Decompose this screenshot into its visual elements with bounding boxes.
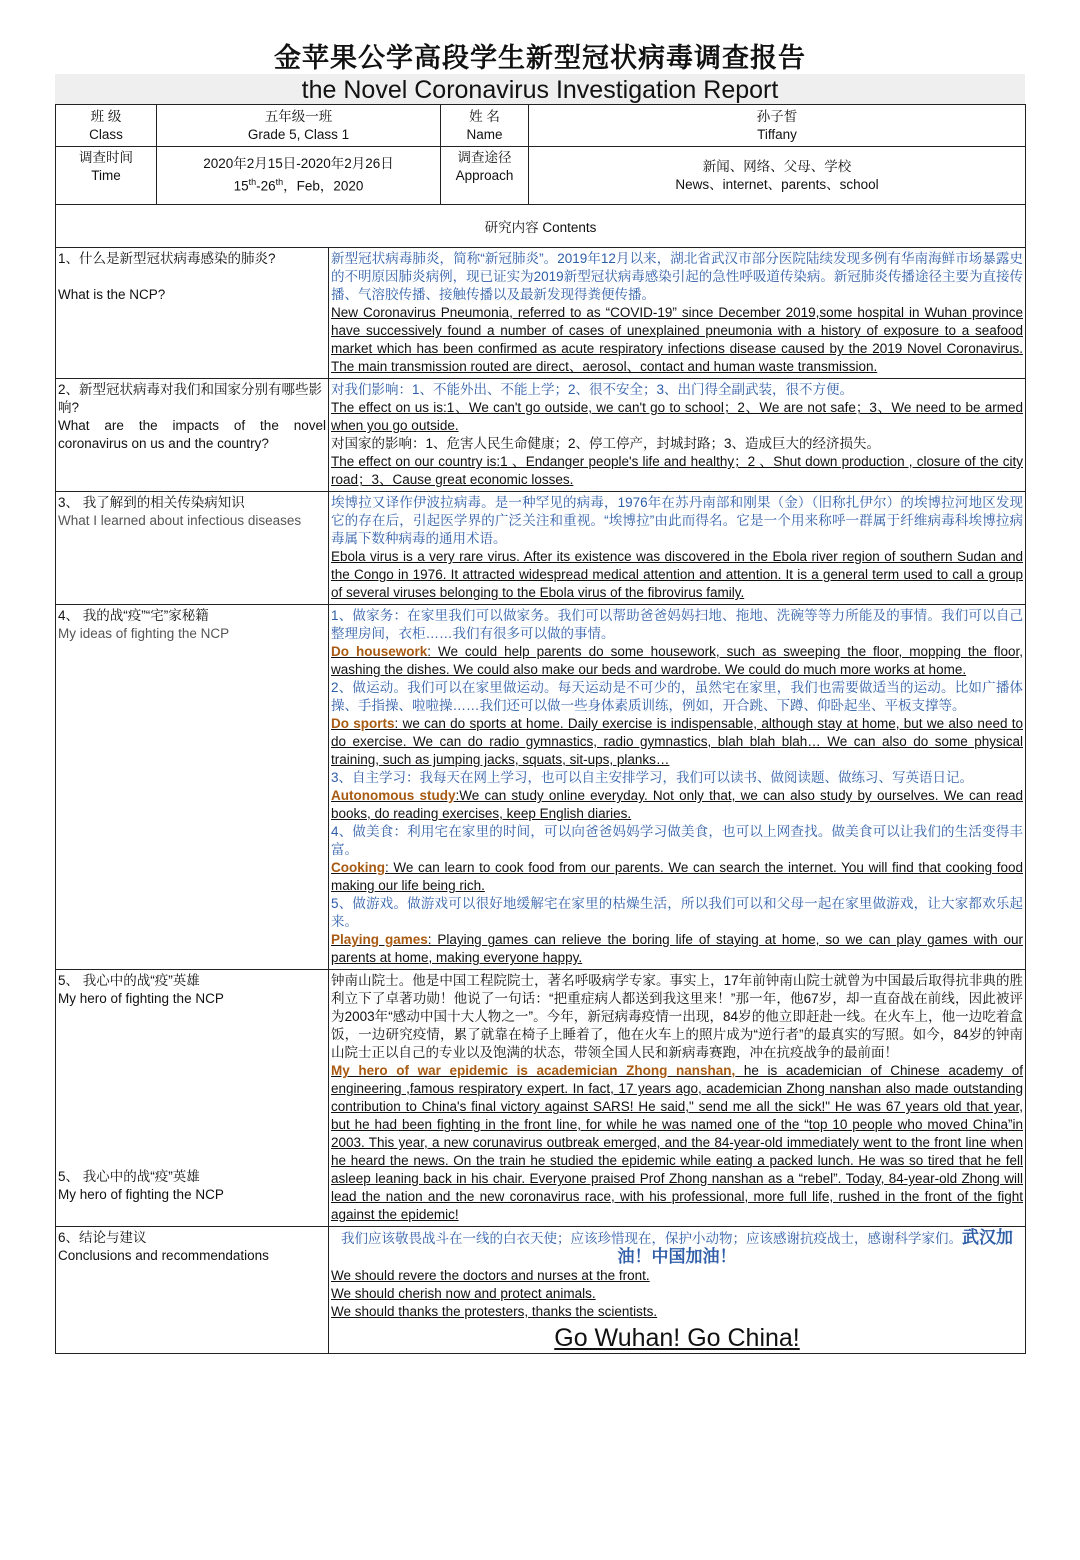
name-label-cn: 姓 名 xyxy=(469,108,500,124)
name-value-cell xyxy=(529,105,1026,147)
approach-value-cell xyxy=(529,147,1026,205)
idea-2-cn: 2、做运动。我们可以在家里做运动。每天运动是不可少的，虽然宅在家里，我们也需要做适当的运动。比如广播体操、手指操、啦啦操……我们还可以做一些身体素质训练，例如，开合跳、下蹲、仰卧起坐、平板支撑等。 xyxy=(331,680,1024,713)
section-4-q-cn: 4、 我的战“疫”“宅”家秘籍 xyxy=(58,608,209,623)
time-en-sup1: th xyxy=(248,177,257,188)
idea-2-en xyxy=(331,715,1023,769)
slogan: Go Wuhan! Go China! xyxy=(554,1324,800,1352)
idea-1-en xyxy=(331,643,1023,679)
section-4-answer xyxy=(329,605,1026,970)
section-4-q-en: My ideas of fighting the NCP xyxy=(58,626,230,641)
section-3-question xyxy=(56,492,329,605)
class-value-cn: 五年级一班 xyxy=(264,108,333,124)
section-5-a-key: My hero of war epidemic is academician Zhong nanshan, xyxy=(331,1063,736,1078)
section-2-answer xyxy=(329,379,1026,492)
name-value-cn: 孙子皙 xyxy=(756,108,798,124)
section-6-a-cn-text: 我们应该敬畏战斗在一线的白衣天使；应该珍惜现在，保护小动物；应该感谢抗疫战士，感谢科学家们。 xyxy=(341,1231,962,1246)
section-1-a-en: New Coronavirus Pneumonia, referred to as “COVID-19” since December 2019,some hospital in Wuhan province have successively found a number of cases of unexplained pneumonia with a history of exposure to a seafood market which has been confirmed as acute respiratory infections disease caused by the 2019 Novel Coronavirus. The main transmission routed are direct、aerosol、contact and human waste transmission. xyxy=(331,305,1024,374)
time-label-cell xyxy=(56,147,157,205)
idea-1-key: Do housework xyxy=(331,644,428,659)
info-row-time xyxy=(56,147,1026,205)
section-1-q-en: What is the NCP? xyxy=(58,287,166,302)
idea-4-text: : We can learn to cook food from our parents. We can search the internet. You will find that cooking food making our life being rich. xyxy=(331,860,1024,893)
name-label-en: Name xyxy=(466,126,503,142)
section-5-a-text: he is academician of Chinese academy of engineering ,famous respiratory expert. In fact, 17 years ago, academician Zhong nanshan also made outstanding contribution to China's final victory against SARS! He said," send me all the sick!" He was 67 years old that year, but he had been fighting in the front line, for while he was named one of the “top 10 people who moved China”in 2003. This year, a new corunavirus outbreak emerged, and the 84-year-old immediately went to the front line when he heard the news. On the train he studied the epidemic while eating a packed lunch. He was so tired that he fell asleep leaning back in his chair. Everyone praised Prof Zhong nanshan as a “rebel”. Today, 84-year-old Zhong will lead the nation and the new coronavirus race, with his professional, more full life, rushed in the front of the fight against the epidemic! xyxy=(331,1063,1024,1222)
section-2-a-cn1: 对我们影响：1、不能外出、不能上学；2、很不安全；3、出门得全副武装，很不方便。 xyxy=(331,382,854,397)
section-6-a-cn xyxy=(331,1229,1023,1267)
section-6-row xyxy=(56,1227,1026,1354)
idea-2-key: Do sports xyxy=(331,716,395,731)
report-table xyxy=(55,104,1026,1354)
report-title-cn: 金苹果公学高段学生新型冠状病毒调查报告 xyxy=(274,43,806,74)
section-6-question xyxy=(56,1227,329,1354)
approach-value-cn: 新闻、网络、父母、学校 xyxy=(702,158,852,174)
approach-value-en: News、internet、parents、school xyxy=(675,176,879,192)
section-6-a-cn-big: 武汉加油！中国加油！ xyxy=(617,1228,1013,1266)
section-2-a-en2: The effect on our country is:1 、Endanger people's life and healthy；2 、Shut down production , closure of the city road；3、Cause great economic losses. xyxy=(331,454,1024,487)
section-3-q-en: What I learned about infectious diseases xyxy=(58,513,302,528)
idea-5-text: : Playing games can relieve the boring life of staying at home, so we can play games with our parents at home, making everyone happy. xyxy=(331,932,1024,965)
section-6-q-en: Conclusions and recommendations xyxy=(58,1248,269,1263)
section-4-row xyxy=(56,605,1026,970)
section-1-question xyxy=(56,248,329,379)
section-3-q-cn: 3、 我了解到的相关传染病知识 xyxy=(58,495,245,510)
section-6-a-en2: We should cherish now and protect animals. xyxy=(331,1286,596,1301)
section-3-row xyxy=(56,492,1026,605)
idea-5-en xyxy=(331,931,1023,967)
section-5-q-cn: 5、 我心中的战“疫”英雄 xyxy=(58,973,200,988)
approach-label-cn: 调查途径 xyxy=(457,150,512,165)
section-6-q-cn: 6、结论与建议 xyxy=(58,1230,147,1245)
section-5-row xyxy=(56,970,1026,1227)
idea-1-text: : We could help parents do some housework, such as sweeping the floor, mopping the floor, washing the dishes. We could also make our beds and wardrobe. We could do much more works at home. xyxy=(331,644,1024,677)
idea-4-key: Cooking xyxy=(331,860,385,875)
section-6-answer xyxy=(329,1227,1026,1354)
section-2-q-cn: 2、新型冠状病毒对我们和国家分别有哪些影响? xyxy=(58,382,323,415)
class-label-cn: 班 级 xyxy=(90,108,122,124)
name-label-cell xyxy=(441,105,529,147)
section-2-question xyxy=(56,379,329,492)
idea-4-cn: 4、做美食：利用宅在家里的时间，可以向爸爸妈妈学习做美食，也可以上网查找。做美食可以让我们的生活变得丰富。 xyxy=(331,824,1024,857)
section-3-a-cn: 埃博拉又译作伊波拉病毒。是一种罕见的病毒，1976年在苏丹南部和刚果（金）（旧称扎伊尔）的埃博拉河地区发现它的存在后，引起医学界的广泛关注和重视。“埃博拉”由此而得名。它是一个用来称呼一群属于纤维病毒科埃博拉病毒属下数种病毒的通用术语。 xyxy=(331,495,1024,546)
report-title-en: the Novel Coronavirus Investigation Report xyxy=(301,76,779,104)
section-1-q-cn: 1、什么是新型冠状病毒感染的肺炎? xyxy=(58,251,276,266)
time-label-cn: 调查时间 xyxy=(79,150,133,165)
class-value-en: Grade 5, Class 1 xyxy=(247,126,350,142)
time-value-cn: 2020年2月15日-2020年2月26日 xyxy=(203,156,394,172)
class-label-cell xyxy=(56,105,157,147)
section-5-question xyxy=(56,970,329,1227)
section-1-row xyxy=(56,248,1026,379)
section-5-a-en xyxy=(331,1062,1023,1224)
section-2-q-en: What are the impacts of the novel coronavirus on us and the country? xyxy=(58,418,326,451)
section-3-answer xyxy=(329,492,1026,605)
time-value-en xyxy=(157,173,440,196)
idea-2-text: : we can do sports at home. Daily exercise is indispensable, although stay at home, but we also need to do exercise. We can do radio gymnastics, radio gymnastics, blah blah blah… We can also do some physical training, such as jumping jacks, squats, sit-ups, planks… xyxy=(331,716,1024,767)
idea-5-cn: 5、做游戏。做游戏可以很好地缓解宅在家里的枯燥生活，所以我们可以和父母一起在家里做游戏，让大家都欢乐起来。 xyxy=(331,896,1024,929)
section-3-a-en: Ebola virus is a very rare virus. After its existence was discovered in the Ebola river region of southern Sudan and the Congo in 1976. It attracted widespread medical attention and attention. It is a general term used to call a group of several viruses belonging to the Ebola virus of the fibrovirus family. xyxy=(331,549,1024,600)
time-value-cell xyxy=(157,147,441,205)
time-en-start: 15 xyxy=(233,178,249,194)
approach-label-en: Approach xyxy=(455,168,514,183)
idea-3-cn: 3、自主学习：我每天在网上学习，也可以自主安排学习，我们可以读书、做阅读题、做练习、写英语日记。 xyxy=(331,770,974,785)
info-row-class xyxy=(56,105,1026,147)
approach-label-cell xyxy=(441,147,529,205)
class-value-cell xyxy=(157,105,441,147)
section-6-a-en3: We should thanks the protesters, thanks the scientists. xyxy=(331,1304,658,1319)
idea-4-en xyxy=(331,859,1023,895)
section-1-a-cn: 新型冠状病毒肺炎，简称“新冠肺炎”。2019年12月以来，湖北省武汉市部分医院陆续发现多例有华南海鲜市场暴露史的不明原因肺炎病例，现已证实为2019新型冠状病毒感染引起的急性呼吸道传染病。新冠肺炎传播途径主要为直接传播、气溶胶传播、接触传播以及最新发现得粪便传播。 xyxy=(331,251,1024,302)
idea-5-key: Playing games xyxy=(331,932,428,947)
section-5-q-en: My hero of fighting the NCP xyxy=(58,991,224,1006)
section-2-a-cn2: 对国家的影响：1、危害人民生命健康；2、停工停产，封城封路；3、造成巨大的经济损失。 xyxy=(331,436,881,451)
time-en-sup2: th xyxy=(275,177,284,188)
idea-1-cn: 1、做家务：在家里我们可以做家务。我们可以帮助爸爸妈妈扫地、拖地、洗碗等等力所能及的事情。我们可以自己整理房间，衣柜……我们有很多可以做的事情。 xyxy=(331,608,1024,641)
name-value-en: Tiffany xyxy=(757,126,797,142)
section-5-q-en-repeat: My hero of fighting the NCP xyxy=(58,1187,224,1202)
section-4-question xyxy=(56,605,329,970)
time-en-end: -26 xyxy=(256,178,276,194)
idea-3-en xyxy=(331,787,1023,823)
section-6-a-en1: We should revere the doctors and nurses at the front. xyxy=(331,1268,650,1283)
idea-3-key: Autonomous study xyxy=(331,788,456,803)
contents-label: 研究内容 Contents xyxy=(56,205,1026,248)
section-5-a-cn: 钟南山院士。他是中国工程院院士，著名呼吸病学专家。事实上，17年前钟南山院士就曾为中国最后取得抗非典的胜利立下了卓著功勋！他说了一句话：“把重症病人都送到我这里来！”那一年，他67岁，却一直奋战在前线，因此被评为2003年“感动中国十大人物之一”。今年，新冠病毒疫情一出现，84岁的他立即赶赴一线。在火车上，他一边吃着盒饭，一边研究疫情，累了就靠在椅子上睡着了，他在火车上的照片成为“逆行者”的最真实的写照。如今，84岁的钟南山院士正以自己的专业以及饱满的状态，带领全国人民和新病毒赛跑，冲在抗疫战争的最前面！ xyxy=(331,973,1024,1060)
idea-3-text: :We can study online everyday. Not only that, we can also study by ourselves. We can read books, do reading exercises, keep English diaries. xyxy=(331,788,1024,821)
time-en-month: ，Feb，2020 xyxy=(283,178,364,194)
section-5-q-cn-repeat: 5、 我心中的战“疫”英雄 xyxy=(58,1169,200,1184)
section-1-answer xyxy=(329,248,1026,379)
section-2-a-en1: The effect on us is:1、We can't go outside, we can't go to school；2、We are not safe；3、We need to be armed when you go outside. xyxy=(331,400,1024,433)
section-2-row xyxy=(56,379,1026,492)
section-5-answer xyxy=(329,970,1026,1227)
contents-header-row xyxy=(56,205,1026,248)
class-label-en: Class xyxy=(89,126,123,142)
time-label-en: Time xyxy=(91,168,121,183)
